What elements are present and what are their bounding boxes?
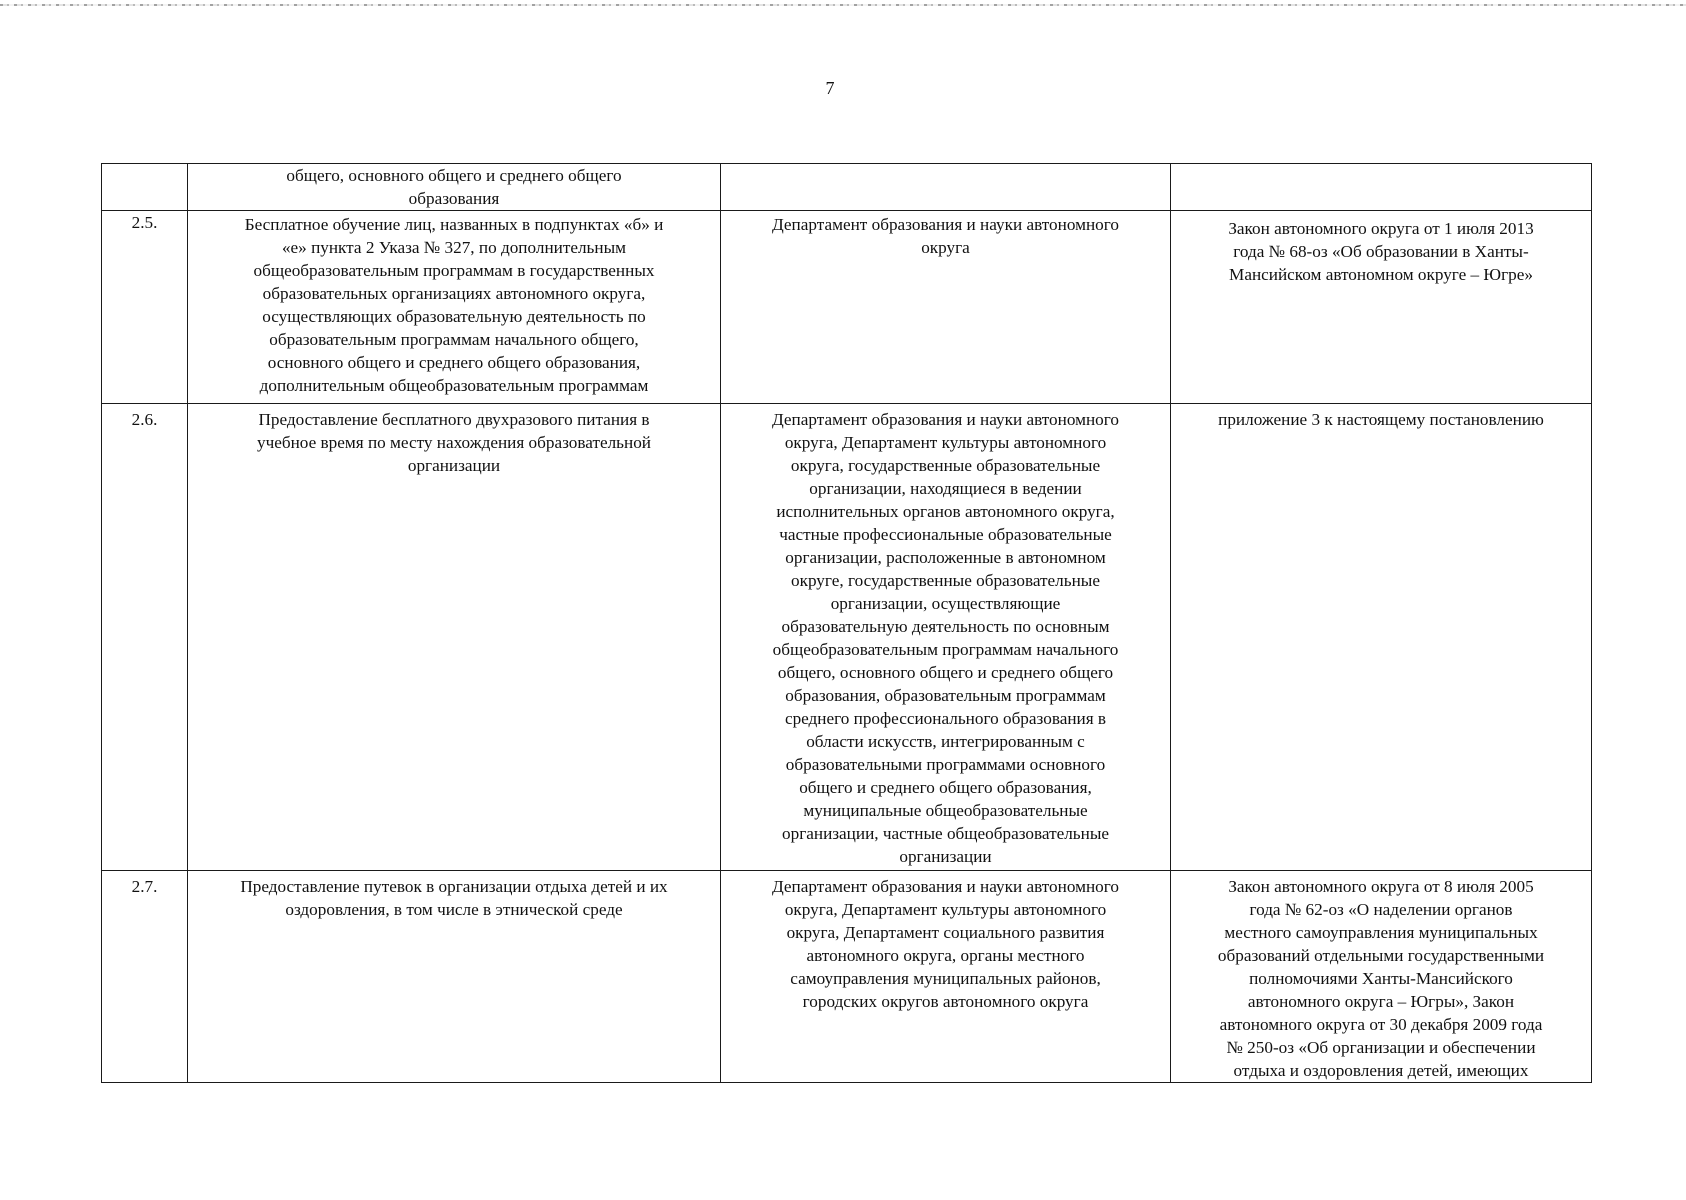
services-table [101, 163, 1592, 1083]
service-name-cell [188, 211, 721, 404]
text-line: образования, образовательным программам [785, 686, 1106, 705]
row-number-cell: 2.5. [102, 211, 188, 404]
text-line: учебное время по месту нахождения образовательной [256, 433, 652, 452]
text-line: округа, государственные образовательные [790, 456, 1101, 475]
service-name-cell [188, 404, 721, 871]
text-line: образовательными программами основного [785, 755, 1106, 774]
text-line: округа [921, 238, 970, 257]
text-line: образования [408, 189, 500, 208]
text-line: организации [407, 456, 501, 475]
text-line: № 250-оз «Об организации и обеспечении [1226, 1038, 1536, 1057]
scan-edge-artifact [0, 4, 1686, 6]
text-line: округа, Департамент культуры автономного [784, 900, 1107, 919]
legal-basis-cell [1171, 211, 1592, 404]
text-line: «е» пункта 2 Указа № 327, по дополнительным [281, 238, 627, 257]
text-line: дополнительным общеобразовательным программам [259, 376, 649, 395]
text-line: Закон автономного округа от 1 июля 2013 [1228, 219, 1534, 238]
text-line: приложение 3 к настоящему постановлению [1218, 410, 1544, 429]
text-line: образовательных организациях автономного округа, [262, 284, 646, 303]
text-line: организации, находящиеся в ведении [809, 479, 1082, 498]
text-line: организации, осуществляющие [830, 594, 1061, 613]
text-line: Департамент образования и науки автономного [771, 410, 1119, 429]
text-line: образовательным программам начального общего, [269, 330, 639, 349]
service-name-cell [188, 164, 721, 211]
text-line: самоуправления муниципальных районов, [790, 969, 1101, 988]
text-line: общеобразовательным программам начального [772, 640, 1119, 659]
text-line: Департамент образования и науки автономного [771, 215, 1119, 234]
table-row-2-7 [102, 871, 1592, 1083]
text-line: автономного округа от 30 декабря 2009 года [1219, 1015, 1543, 1034]
legal-basis-cell [1171, 164, 1592, 211]
row-number-cell: 2.7. [102, 871, 188, 1083]
service-name-cell [188, 871, 721, 1083]
row-number-cell: 2.6. [102, 404, 188, 871]
text-line: среднего профессионального образования в [784, 709, 1107, 728]
text-line: образовательную деятельность по основным [781, 617, 1110, 636]
text-line: городских округов автономного округа [802, 992, 1089, 1011]
text-line: отдыха и оздоровления детей, имеющих [1233, 1061, 1529, 1080]
text-line: года № 62-оз «О наделении органов [1249, 900, 1513, 919]
text-line: автономного округа – Югры», Закон [1247, 992, 1515, 1011]
text-line: организации, расположенные в автономном [785, 548, 1106, 567]
page-number: 7 [825, 78, 835, 98]
text-line: округа, Департамент социального развития [786, 923, 1105, 942]
text-line: области искусств, интегрированным с [806, 732, 1085, 751]
text-line: округа, Департамент культуры автономного [784, 433, 1107, 452]
text-line: организации [899, 847, 992, 866]
text-line: местного самоуправления муниципальных [1224, 923, 1538, 942]
text-line: основного общего и среднего общего образования, [267, 353, 641, 372]
legal-basis-cell [1171, 404, 1592, 871]
text-line: образований отдельными государственными [1217, 946, 1545, 965]
text-line: муниципальные общеобразовательные [803, 801, 1088, 820]
text-line: исполнительных органов автономного округа, [776, 502, 1115, 521]
text-line: осуществляющих образовательную деятельность по [262, 307, 646, 326]
text-line: общего и среднего общего образования, [799, 778, 1092, 797]
text-line: автономного округа, органы местного [806, 946, 1085, 965]
text-line: общего, основного общего и среднего общего [777, 663, 1114, 682]
text-line: года № 68-оз «Об образовании в Ханты- [1233, 242, 1529, 261]
text-line: общеобразовательным программам в государственных [253, 261, 655, 280]
table-row-2-6 [102, 404, 1592, 871]
executor-cell [721, 404, 1171, 871]
text-line: Бесплатное обучение лиц, названных в подпунктах «б» и [244, 215, 664, 234]
executor-cell [721, 164, 1171, 211]
text-line: организации, частные общеобразовательные [782, 824, 1109, 843]
row-number-cell [102, 164, 188, 211]
text-line: Предоставление бесплатного двухразового питания в [258, 410, 650, 429]
text-line: Мансийском автономном округе – Югре» [1229, 265, 1533, 284]
table-row-continuation [102, 164, 1592, 211]
text-line: Департамент образования и науки автономного [771, 877, 1119, 896]
text-line: Предоставление путевок в организации отдыха детей и их [240, 877, 668, 896]
executor-cell [721, 211, 1171, 404]
text-line: Закон автономного округа от 8 июля 2005 [1228, 877, 1534, 896]
text-line: полномочиями Ханты-Мансийского [1249, 969, 1513, 988]
table-row-2-5 [102, 211, 1592, 404]
text-line: общего, основного общего и среднего общего [286, 166, 622, 185]
text-line: округе, государственные образовательные [791, 571, 1100, 590]
text-line: оздоровления, в том числе в этнической среде [285, 900, 623, 919]
executor-cell [721, 871, 1171, 1083]
text-line: частные профессиональные образовательные [779, 525, 1112, 544]
legal-basis-cell [1171, 871, 1592, 1083]
